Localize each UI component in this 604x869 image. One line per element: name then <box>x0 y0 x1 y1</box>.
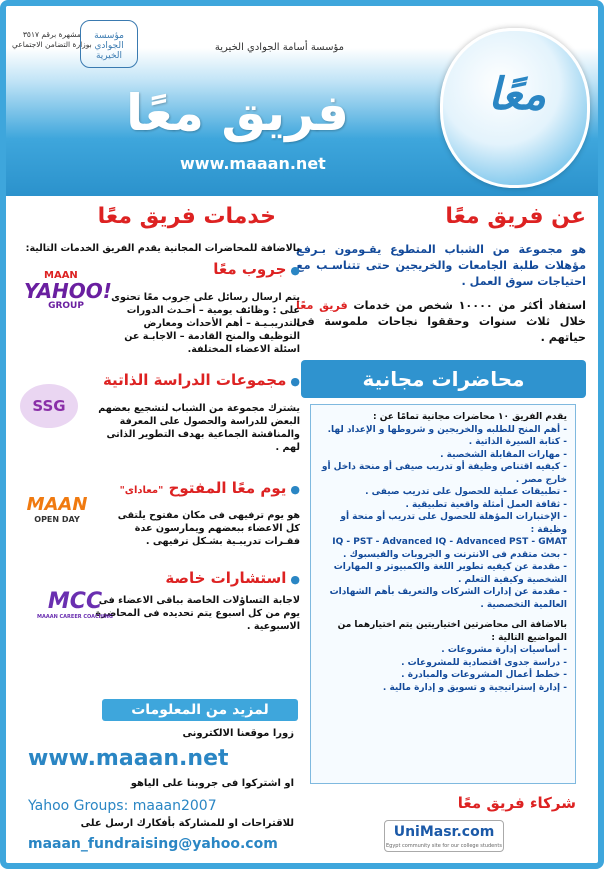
extra-item: - دراسة جدوى اقتصادية للمشروعات . <box>401 657 567 668</box>
join-group-text: او اشتركوا فى جروبنا على الياهو <box>130 778 294 789</box>
yahoo-group-id[interactable]: Yahoo Groups: maaan2007 <box>28 798 217 814</box>
about-paragraph-1: هو مجموعة من الشباب المتطوع يقـومون بـرفع مؤهلات طلبة الجامعات والخريجين حتى تتناسـب مع احتياجات سوق العمل . <box>296 243 586 288</box>
mcc-title <box>20 569 300 587</box>
lecture-item: - الإختبارات المؤهلة للحصول على تدريب أو منحة أو وظيفة : <box>340 512 567 535</box>
lecture-item: - بحث متقدم فى الانترنت و الجروبات والفيسبوك . <box>343 549 567 560</box>
extra-item: - أساسيات إدارة مشروعات . <box>441 645 567 655</box>
mcc-logo-text: MCC <box>47 589 103 614</box>
yahoo-logo-main: YAHOO! <box>24 279 112 303</box>
visit-site-text: زورا موقعنا الالكترونى <box>182 728 294 739</box>
bullet-icon: ● <box>290 264 300 277</box>
more-info-banner: لمزيد من المعلومات <box>102 699 298 721</box>
yahoo-logo-top: MAAN <box>44 270 78 281</box>
license-line: مشهرة برقم ٣٥١٧ <box>22 30 81 39</box>
org-name: مؤسسة أسامة الجوادي الخيرية <box>214 42 344 53</box>
header-banner <box>6 6 598 196</box>
header-url[interactable]: www.maaan.net <box>180 154 326 173</box>
lectures-box <box>310 404 576 784</box>
ssg-logo: SSG <box>20 384 78 428</box>
unimasr-logo-text: UniMasr.com <box>393 824 495 840</box>
about-paragraph-2 <box>296 298 586 346</box>
team-title: فريق معًا <box>126 84 350 142</box>
lecture-item: - أهم المنح للطلبه والخريجين و شروطها و الإعداد لها. <box>327 424 567 435</box>
mcc-logo-sub: MAAAN CAREER COACHING <box>37 614 113 620</box>
extra-item: - خطط أعمال المشروعات والمبادرة . <box>401 670 567 680</box>
unimasr-logo[interactable] <box>384 820 504 852</box>
services-title: خدمات فريق معًا <box>97 204 276 229</box>
about-text <box>296 242 586 354</box>
mcc-title-text: استشارات خاصة <box>165 569 287 587</box>
suggest-text: للاقتراحات او للمشاركة بأفكارك ارسل على <box>80 818 294 829</box>
services-intro: بالاضافة للمحاضرات المجانية يقدم الفريق الخدمات التالية: <box>25 243 300 254</box>
lecture-item: - ثقافة العمل أمثلة واقعية تطبيقية . <box>405 499 567 510</box>
mcc-text: لاجابة التساؤلات الخاصة بباقى الاعضاء فى يوم من كل اسبوع يتم تحديده فى المحاضرة الاسبوعية . <box>95 595 300 632</box>
unimasr-tagline: Egypt community site for our college students <box>386 843 502 849</box>
bullet-icon: ● <box>290 573 300 586</box>
lectures-intro: يقدم الفريق ١٠ محاضرات مجانية تمامًا عن : <box>372 412 567 422</box>
yahoo-group-logo <box>24 270 112 326</box>
openday-logo <box>26 494 88 540</box>
lecture-item: - مهارات المقابلة الشخصية . <box>440 449 567 460</box>
bullet-icon: ● <box>290 375 300 388</box>
extra-item: - إدارة إستراتيجية و تسويق و إدارة مالية . <box>382 682 567 693</box>
extra-intro: بالاضافة الى محاضرتين اختياريتين يتم اختيارهما من المواضيع التالية : <box>337 620 567 643</box>
license-line: بوزارة التضامن الاجتماعي <box>12 40 92 49</box>
about-title: عن فريق معًا <box>445 204 586 229</box>
lecture-item: - كتابة السيرة الذاتية . <box>468 437 567 447</box>
partners-title: شركاء فريق معًا <box>457 794 576 812</box>
openday-logo-sub: OPEN DAY <box>34 515 80 524</box>
about-p2-a: استفاد أكثر من ١٠٠٠٠ شخص من خدمات <box>353 299 586 312</box>
lecture-item: - كيفيه اقتناص وظيفة أو تدريب صيفى أو منحة داخل أو خارج مصر . <box>321 462 567 485</box>
bullet-icon: ● <box>290 483 300 496</box>
maaan-emblem <box>440 28 590 188</box>
ssg-title-text: مجموعات الدراسة الذاتية <box>102 371 287 389</box>
yahoo-logo-sub: GROUP <box>48 301 84 311</box>
about-p2-b: فريق معًا <box>296 299 348 312</box>
yahoo-group-text: يتم ارسال رسائل على جروب معًا تحتوى على : وظائف يومية – أحـدث الدورات التدريبـيـة – أهم الأحداث ومعارض التوظيف والمنح القادمة – الاجابـة عن اسئلة الاعضاء المختلفة. <box>111 292 300 355</box>
openday-text: هو يوم ترفيهى فى مكان مفتوح يلتقى كل الاعضاء ببعضهم ويمارسون عدة فقـرات تدريبـية بشـكل ترفيهى . <box>117 510 300 547</box>
openday-quote: "معاداى" <box>119 485 164 496</box>
openday-logo-text: MAAN <box>26 494 88 515</box>
tests-list: IQ - PST - Advanced IQ - Advanced PST - GMAT <box>332 537 567 547</box>
mcc-logo <box>32 590 118 622</box>
site-url[interactable]: www.maaan.net <box>28 746 229 771</box>
yahoo-group-title-text: جروب معًا <box>213 260 287 278</box>
lecture-item: - مقدمة عن إدارات الشركات والتعريف بأهم الشهادات العالمية التخصصية . <box>329 587 567 610</box>
lecture-item: - مقدمة عن كيفيه تطوير اللغة والكمبيوتر و المهارات الشخصية وكيفية التعلم . <box>333 562 567 585</box>
lectures-banner: محاضرات مجانية <box>301 360 586 398</box>
ssg-text: يشترك مجموعة من الشباب لتشجيع بعضهم البعض للدراسة والحصول على المعرفة والمناقشة الجماعية بهدف التطوير الذاتى لهم . <box>98 403 300 453</box>
emblem-text: معًا <box>487 69 547 120</box>
openday-title-text: يوم معًا المفتوح <box>168 479 287 497</box>
org-logo: مؤسسة الجوادي الخيرية <box>80 20 138 68</box>
about-p2-c: خلال ثلاث سنوات وحققوا نجاحات ملموسة فى حياتهم . <box>296 315 586 344</box>
contact-email[interactable]: maaan_fundraising@yahoo.com <box>28 836 278 852</box>
lecture-item: - تطبيقات عملية للحصول على تدريب صيفى . <box>365 487 567 497</box>
